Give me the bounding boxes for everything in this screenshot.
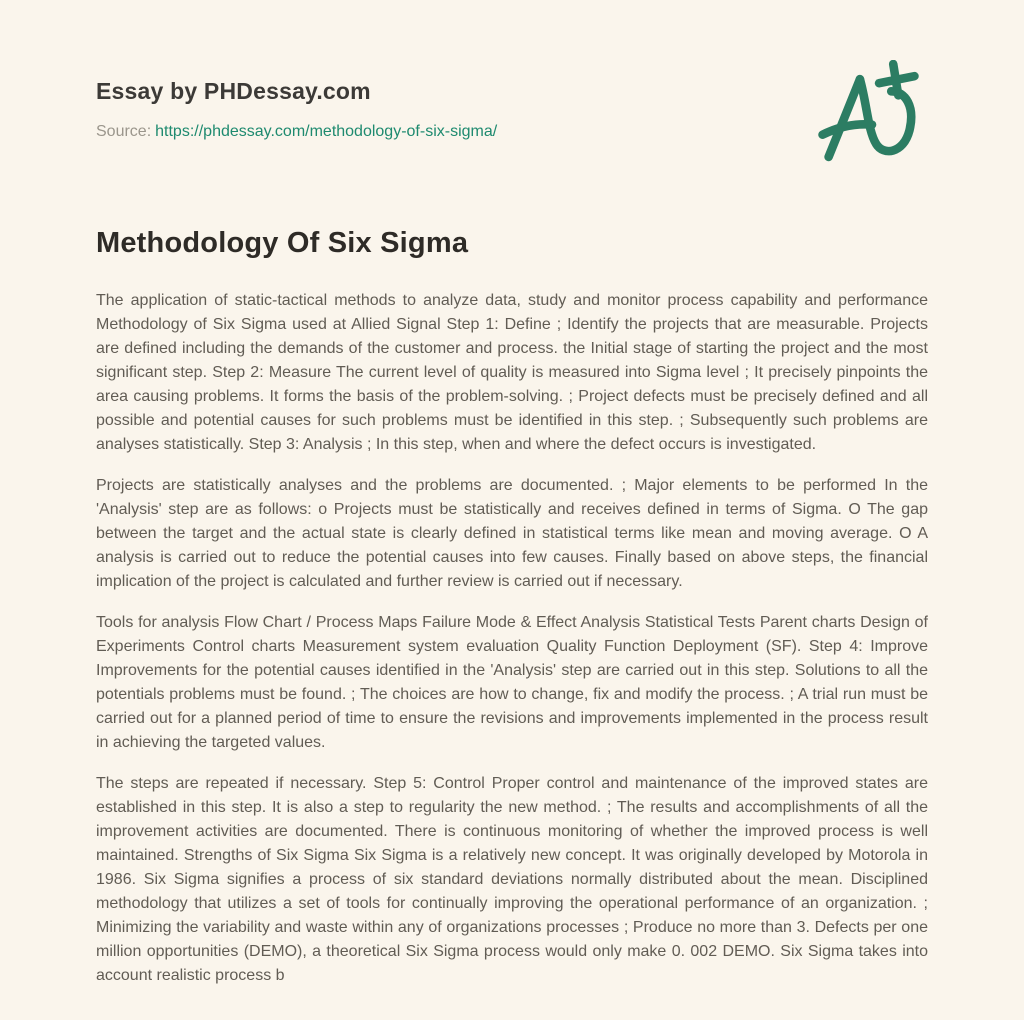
source-link[interactable]: https://phdessay.com/methodology-of-six-sigma/ [155,123,498,140]
logo-a-swoosh [860,79,911,151]
source-row [96,123,928,141]
essay-paragraph: Projects are statistically analyses and the problems are documented. ; Major elements to be performed In the 'Analysis' step are as follows: o Projects must be statistically and receives defined in terms of Sigma. O The gap between the target and the actual state is clearly defined in statistical terms like mean and moving average. O A analysis is carried out to reduce the potential causes into few causes. Finally based on above steps, the financial implication of the project is calculated and further review is carried out if necessary. [96,477,928,590]
logo-a-left-stroke [829,79,860,157]
page-title: Methodology Of Six Sigma [96,227,469,259]
essay-paragraph: The steps are repeated if necessary. Step 5: Control Proper control and maintenance of the improved states are established in this step. It is also a step to regularity the new method. ; The results and accomplishments of all the improvement activities are documented. There is continuous monitoring of whether the improved process is well maintained. Strengths of Six Sigma Six Sigma is a relatively new concept. It was originally developed by Motorola in 1986. Six Sigma signifies a process of six standard deviations normally distributed about the mean. Disciplined methodology that utilizes a set of tools for continually improving the operational performance of an organization. ; Minimizing the variability and waste within any of organizations processes ; Produce no more than 3. Defects per one million opportunities (DEMO), a theoretical Six Sigma process would only make 0. 002 DEMO. Six Sigma takes into account realistic process b [96,775,928,984]
a-plus-logo [818,60,920,166]
logo-a-crossbar [823,124,872,134]
essay-paragraph: Tools for analysis Flow Chart / Process Maps Failure Mode & Effect Analysis Statistical Tests Parent charts Design of Experiments Control charts Measurement system evaluation Quality Function Deployment (SF). Step 4: Improve Improvements for the potential causes identified in the 'Analysis' step are carried out in this step. Solutions to all the potentials problems must be found. ; The choices are how to change, fix and modify the process. ; A trial run must be carried out for a planned period of time to ensure the revisions and improvements implemented in the process result in achieving the targeted values. [96,614,928,751]
source-label: Source: [96,123,152,140]
brand-heading: Essay by PHDessay.com [96,78,371,104]
essay-body [96,289,928,988]
logo-plus-vertical [893,64,898,95]
essay-paragraph: The application of static-tactical methods to analyze data, study and monitor process capability and performance Methodology of Six Sigma used at Allied Signal Step 1: Define ; Identify the projects that are measurable. Projects are defined including the demands of the customer and process. the Initial stage of starting the project and the most significant step. Step 2: Measure The current level of quality is measured into Sigma level ; It precisely pinpoints the area causing problems. It forms the basis of the problem-solving. ; Project defects must be precisely defined and all possible and potential causes for such problems must be identified in this step. ; Subsequently such problems are analyses statistically. Step 3: Analysis ; In this step, when and where the defect occurs is investigated. [96,292,928,453]
